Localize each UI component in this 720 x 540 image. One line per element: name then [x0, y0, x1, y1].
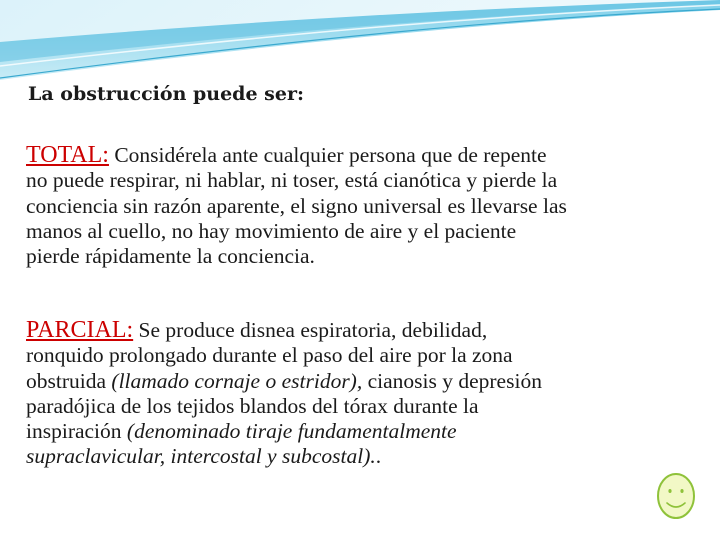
partial-line-6 [26, 444, 698, 469]
partial-line-3-text-a: obstruida [26, 368, 112, 393]
partial-line-1 [26, 318, 698, 343]
partial-line-3-text-b: cianosis y depresión [362, 368, 542, 393]
partial-term: PARCIAL: [26, 317, 134, 343]
smiley-left-eye [668, 489, 671, 493]
intro-heading: La obstrucción puede ser: [28, 83, 304, 105]
partial-line-6-italic: supraclavicular, intercostal y subcostal). [26, 444, 376, 469]
total-line-4: manos al cuello, no hay movimiento de aire y el paciente [26, 218, 517, 243]
partial-line-4: paradójica de los tejidos blandos del tórax durante la [26, 393, 479, 418]
total-line-2: no puede respirar, ni hablar, ni toser, está cianótica y pierde la [26, 168, 558, 193]
partial-obstruction-paragraph [26, 318, 698, 470]
smiley-right-eye [680, 489, 683, 493]
partial-line-1-text: Se produce disnea espiratoria, debilidad, [133, 318, 488, 342]
total-line-1-text: Considérela ante cualquier persona que de repente [108, 143, 547, 167]
total-line-5: pierde rápidamente la conciencia. [26, 244, 315, 269]
total-line-1 [26, 143, 698, 168]
partial-line-5 [26, 419, 698, 444]
total-line-3: conciencia sin razón aparente, el signo universal es llevarse las [26, 193, 567, 218]
partial-line-6-text: . [375, 444, 382, 469]
partial-line-5-text: inspiración [26, 419, 127, 444]
partial-line-3-italic: (llamado cornaje o estridor), [111, 368, 363, 393]
total-term: TOTAL: [26, 142, 109, 168]
partial-line-5-italic: (denominado tiraje fundamentalmente [126, 419, 457, 444]
smiley-face-icon [656, 472, 696, 520]
total-obstruction-paragraph [26, 143, 698, 269]
smiley-face-outline [658, 474, 694, 518]
partial-line-2: ronquido prolongado durante el paso del aire por la zona [26, 343, 513, 368]
partial-line-3 [26, 369, 698, 394]
